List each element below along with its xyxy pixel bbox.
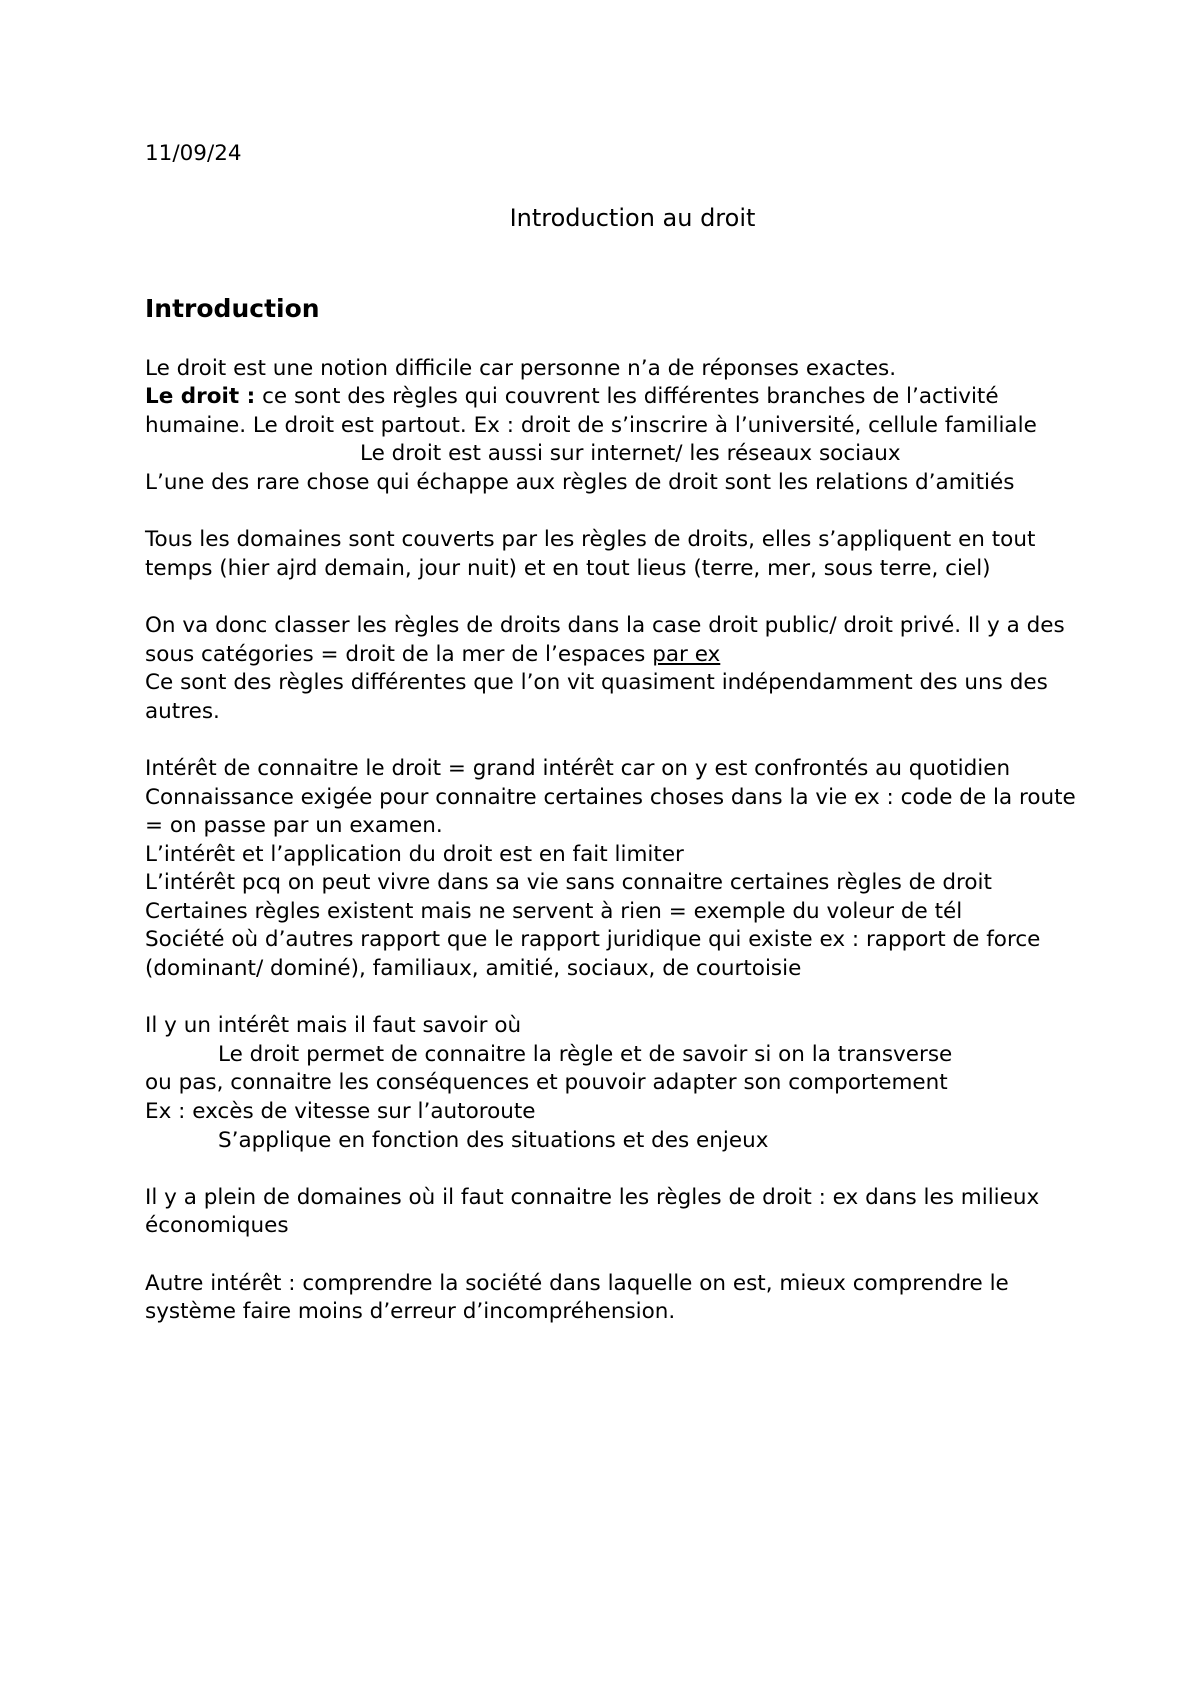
paragraph-group-classification	[145, 612, 1080, 726]
paragraph: Certaines règles existent mais ne servent à rien = exemple du voleur de tél	[145, 898, 963, 924]
paragraph-group-definition	[145, 355, 1080, 498]
paragraph: Il y a plein de domaines où il faut connaitre les règles de droit : ex dans les milieux économiques	[145, 1184, 1040, 1239]
paragraph-definition	[145, 383, 1080, 440]
paragraph-group-interest	[145, 755, 1080, 984]
document-title: Introduction au droit	[509, 203, 756, 232]
paragraph: ou pas, connaitre les conséquences et pouvoir adapter son comportement	[145, 1070, 948, 1096]
document-date: 11/09/24	[145, 141, 242, 166]
paragraph-indented: Le droit est aussi sur internet/ les réseaux sociaux	[360, 441, 901, 467]
paragraph-indented: Le droit permet de connaitre la règle et de savoir si on la transverse	[218, 1041, 953, 1067]
paragraph: L’intérêt et l’application du droit est en fait limiter	[145, 841, 684, 867]
paragraph: Ex : excès de vitesse sur l’autoroute	[145, 1099, 536, 1125]
paragraph-group-society	[145, 1270, 1080, 1327]
paragraph: Connaissance exigée pour connaitre certaines choses dans la vie ex : code de la route = on passe par un examen.	[145, 784, 1076, 839]
paragraph: L’une des rare chose qui échappe aux règles de droit sont les relations d’amitiés	[145, 469, 1015, 495]
paragraph-group-knowing	[145, 1012, 1080, 1155]
paragraph: Intérêt de connaitre le droit = grand intérêt car on y est confrontés au quotidien	[145, 755, 1011, 781]
paragraph: Ce sont des règles différentes que l’on vit quasiment indépendamment des uns des autres.	[145, 670, 1048, 724]
paragraph-text: On va donc classer les règles de droits dans la case droit public/ droit privé. Il y a des sous catégories = droit de la mer de l’espaces	[145, 612, 1065, 667]
definition-term: Le droit :	[145, 384, 256, 410]
paragraph: Société où d’autres rapport que le rapport juridique qui existe ex : rapport de force (dominant/ dominé), familiaux, amitié, sociaux, de courtoisie	[145, 927, 1041, 982]
paragraph	[145, 612, 1080, 669]
paragraph-group-economic	[145, 1184, 1080, 1241]
definition-text: ce sont des règles qui couvrent les différentes branches de l’activité humaine. Le droit est partout. Ex : droit de s’inscrire à l’université, cellule familiale	[145, 384, 1037, 438]
paragraph: Tous les domaines sont couverts par les règles de droits, elles s’appliquent en tout temps (hier ajrd demain, jour nuit) et en tout lieus (terre, mer, sous terre, ciel)	[145, 527, 1036, 581]
paragraph-group-domains	[145, 526, 1080, 583]
paragraph: Il y un intérêt mais il faut savoir où	[145, 1013, 522, 1039]
paragraph: Autre intérêt : comprendre la société dans laquelle on est, mieux comprendre le système faire moins d’erreur d’incompréhension.	[145, 1270, 1009, 1325]
paragraph: L’intérêt pcq on peut vivre dans sa vie sans connaitre certaines règles de droit	[145, 870, 992, 896]
paragraph-indented: S’applique en fonction des situations et des enjeux	[218, 1127, 769, 1153]
section-heading: Introduction	[145, 293, 320, 323]
document-page	[145, 140, 1080, 1327]
underlined-text: par ex	[652, 641, 721, 667]
paragraph: Le droit est une notion difficile car personne n’a de réponses exactes.	[145, 355, 897, 381]
